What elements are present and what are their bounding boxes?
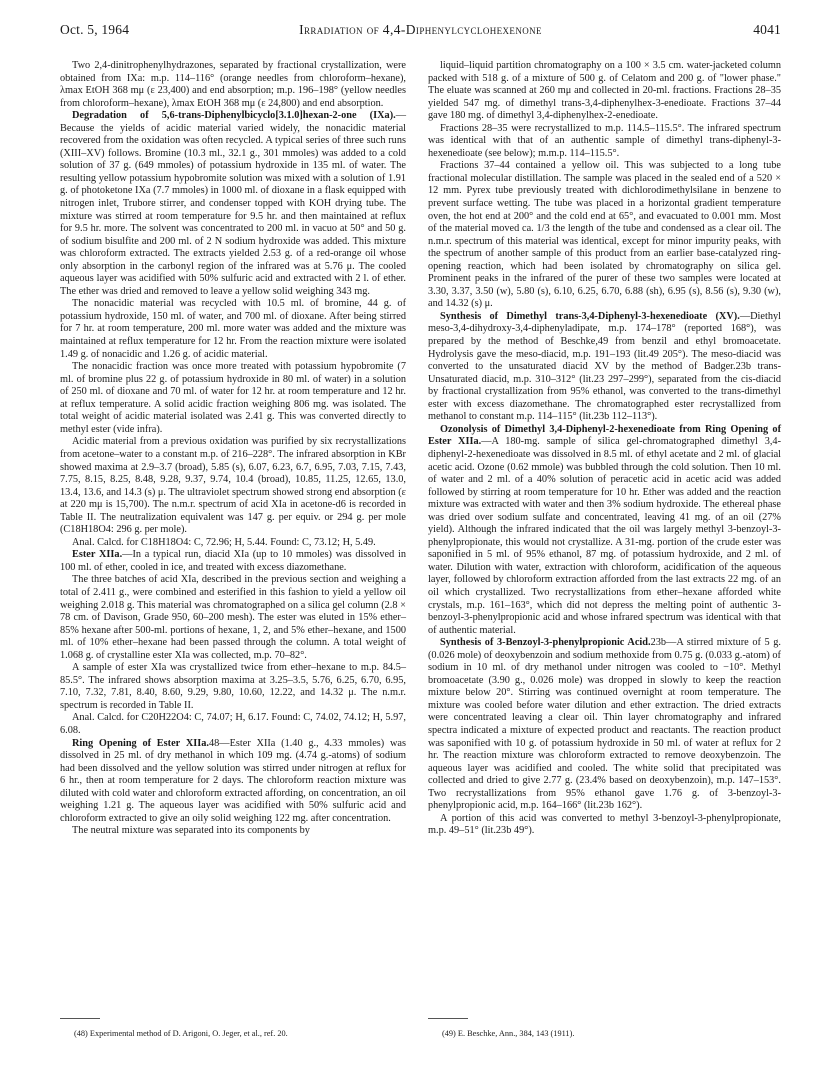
section-heading: Synthesis of Dimethyl trans-3,4-Diphenyl-3-hexenedioate (XV). bbox=[440, 310, 740, 322]
paragraph: Two 2,4-dinitrophenylhydrazones, separated by fractional crystallization, were obtained from IXa: m.p. 114–116° (orange needles from chloroform–hexane), λmax EtOH 368 mμ (ε 23,400) and end absorption; m.p. 196–198° (yellow needles from chloroform–hexane), λmax EtOH 368 mμ (ε 24,800) and end absorption. bbox=[60, 60, 406, 109]
paragraph: The nonacidic fraction was once more treated with potassium hypobromite (7 ml. of bromine plus 22 g. of potassium hydroxide in 80 ml. of water) in a solution of 250 ml. of dioxane and 70 ml. of water for 12 hr. at room temperature and 12 hr. at reflux temperature. A solid acidic fraction weighing 806 mg. was isolated. The total weight of acidic material isolated was 2.41 g. This was converted directly to methyl ester (vide infra). bbox=[60, 361, 406, 435]
header-title: Irradiation of 4,4-Diphenylcyclohexenone bbox=[299, 22, 542, 37]
section-heading: Degradation of 5,6-trans-Diphenylbicyclo[3.1.0]hexan-2-one (IXa). bbox=[72, 110, 396, 122]
right-column bbox=[428, 60, 781, 838]
left-column bbox=[60, 60, 406, 838]
paragraph bbox=[60, 549, 406, 574]
section-heading: Ozonolysis of Dimethyl 3,4-Diphenyl-2-hexenedioate from Ring Opening of Ester XIIa. bbox=[428, 423, 781, 448]
paragraph bbox=[428, 637, 781, 813]
paragraph-text: —Because the yields of acidic material varied widely, the nonacidic material recovered from the oxidation was often recycled. A typical series of three such runs (XIII–XV) follows. Bromine (10.3 ml., 32.1 g., 301 mmoles) was added to a cold solution of 37 g. (649 mmoles) of potassium hydroxide in 135 ml. of water. The resulting yellow potassium hypobromite solution was mixed with a solution of 1.91 g. of photoketone IXa (7.7 mmoles) in 1000 ml. of dioxane in a flask equipped with nitrogen inlet, Trubore stirrer, and condenser topped with KOH drying tube. The mixture was stirred at room temperature for 9.5 hr. and then maintained at reflux for 9.5 hr. more. The solvent was concentrated to 200 ml. in vacuo at 50° and 50 g. of sodium bisulfite and 200 ml. of 2 N sodium hydroxide was added. This mixture was chloroform extracted. The extracts yielded 2.53 g. of a red-orange oil whose only absorption in the carbonyl region of the infrared was at 5.76 μ. The cooled aqueous layer was acidified with 50% sulfuric acid and extracted with 2 l. of ether. The ether was dried and removed to leave a yellow solid weighing 343 mg. bbox=[60, 110, 406, 297]
paragraph: Fractions 37–44 contained a yellow oil. This was subjected to a long tube fractional molecular distillation. The sample was placed in the sealed end of a 520 × 12 mm. Pyrex tube previously treated with dichlorodimethylsilane in benzene to prevent surface wetting. The tube was placed in a horizontal gradient temperature oven, the hot end at 200° and the cold end at 65°, and evacuated to 0.001 mm. Most of the material moved ca. 1/3 the length of the tube and condensed as a clear oil. The n.m.r. spectrum of this material was identical, except for minor impurity peaks, with the spectrum of another sample of this product from an earlier base-catalyzed ring-opening reaction, which had been isolated by chromatography on silica gel. Prominent peaks in the infrared of the purer of these two samples were located at 3.30, 3.37, 3.50 (w), 5.80 (s), 6.10, 6.25, 6.70, 6.88 (sh), 6.95 (s), 8.56 (s), 9.30 (w), and 14.32 (s) μ. bbox=[428, 160, 781, 310]
footnote-48: (48) Experimental method of D. Arigoni, O. Jeger, et al., ref. 20. bbox=[74, 1029, 288, 1038]
paragraph bbox=[428, 424, 781, 637]
paragraph: The nonacidic material was recycled with 10.5 ml. of bromine, 44 g. of potassium hydroxide, 150 ml. of water, and 700 ml. of dioxane. After being stirred for 7 hr. at room temperature, 200 ml. more water was added and the mixture was maintained at reflux temperature for 12 hr. From the reaction mixture were isolated 1.49 g. of nonacidic and 1.26 g. of acidic material. bbox=[60, 298, 406, 360]
running-header bbox=[60, 22, 781, 42]
paragraph: The three batches of acid XIa, described in the previous section and weighing a total of 2.411 g., were combined and esterified in this fashion to yield a yellow oil weighing 2.018 g. This material was chromatographed on a silica gel column (2.8 × 78 cm. of Davison, Grade 950, 60–200 mesh). The ester was eluted in 15% ether–85% hexane after 500-ml. portions of hexane, 1, 2, and 5% ether–hexane, and 1500 ml. of 10% ether–hexane had been passed through the column. A total weight of 1.068 g. of crystalline ester XIa was collected, m.p. 70–82°. bbox=[60, 574, 406, 661]
paragraph bbox=[60, 738, 406, 826]
footnote-divider-right bbox=[428, 1018, 468, 1019]
paragraph bbox=[428, 311, 781, 424]
section-heading: Synthesis of 3-Benzoyl-3-phenylpropionic Acid. bbox=[440, 637, 651, 649]
paragraph: Anal. Calcd. for C18H18O4: C, 72.96; H, 5.44. Found: C, 73.12; H, 5.49. bbox=[72, 536, 376, 548]
paragraph: A portion of this acid was converted to methyl 3-benzoyl-3-phenylpropionate, m.p. 49–51° (lit.23b 49°). bbox=[428, 812, 781, 837]
footnote-divider-left bbox=[60, 1018, 100, 1019]
paragraph-text: —Diethyl meso-3,4-dihydroxy-3,4-diphenyladipate, m.p. 174–178° (reported 168°), was prepared by the method of Beschke,49 from benzil and ethyl bromoacetate. Hydrolysis gave the meso-diacid, m.p. 191–193 (lit.49 205°). The meso-diacid was converted to the unsaturated diacid XV by the method of Badger.23b trans-Unsaturated diacid, m.p. 310–312° (lit.23 297–299°), separated from the cis-diacid by fractional crystallization from 95% ethanol, was converted to the trans-dimethyl ester with excess diazomethane. The chromatographed ester recrystallized from methanol to constant m.p. 114–115° (lit.23b 112–113°). bbox=[428, 310, 781, 423]
header-date: Oct. 5, 1964 bbox=[60, 22, 130, 37]
paragraph: Fractions 28–35 were recrystallized to m.p. 114.5–115.5°. The infrared spectrum was identical with that of an authentic sample of dimethyl trans-diphenyl-3-hexenedioate (see below); m.m.p. 114–115.5°. bbox=[428, 122, 781, 159]
paragraph: liquid–liquid partition chromatography on a 100 × 3.5 cm. water-jacketed column packed with 518 g. of a mixture of 500 g. of Celatom and 200 g. of "lower phase." The eluate was scanned at 260 mμ and collected in 20-ml. fractions. Fractions 28–35 yielded 547 mg. of dimethyl trans-3,4-diphenylhex-3-enedioate. Fractions 37–44 gave 180 mg. of dimethyl 3,4-diphenylhex-2-enedioate. bbox=[428, 60, 781, 122]
section-heading: Ester XIIa. bbox=[72, 549, 123, 561]
section-heading: Ring Opening of Ester XIIa. bbox=[72, 737, 209, 749]
paragraph-text: 23b—A stirred mixture of 5 g. (0.026 mole) of deoxybenzoin and sodium methoxide from 0.75 g. (0.033 g.-atom) of sodium in 10 ml. of dry methanol under nitrogen was cooled to −10°. Methyl bromoacetate (3.90 g., 0.026 mole) was dropped in slowly to keep the reaction mixture below 20°. Stirring was continued overnight at room temperature. The mixture was cooled before water dilution and ether extraction. The dried extracts were concentrated leaving a clear oil. Thin layer chromatography and infrared spectra indicated a mixture of expected product and reactants. The reaction product was saponified with 10 g. of potassium hydroxide in 50 ml. of water at reflux for 2 hr. The reaction mixture was chloroform extracted to remove deoxybenzoin. The aqueous layer was acidified and cooled. The white solid that precipitated was collected and dried to give 2.77 g. (23.4% based on deoxybenzoin), m.p. 147–153°. Two recrystallizations from 95% ethanol gave 1.76 g. of 3-benzoyl-3-phenylpropionic acid, m.p. 164–166° (lit.23b 162°). bbox=[428, 637, 782, 812]
page-number: 4041 bbox=[753, 22, 781, 37]
paragraph: Anal. Calcd. for C20H22O4: C, 74.07; H, 6.17. Found: C, 74.02, 74.12; H, 5.97, 6.08. bbox=[60, 712, 406, 736]
paragraph: The neutral mixture was separated into its components by bbox=[72, 825, 310, 837]
paragraph: A sample of ester XIa was crystallized twice from ether–hexane to m.p. 84.5–85.5°. The infrared shows absorption maxima at 3.25–3.5, 5.76, 6.25, 6.70, 6.95, 7.10, 7.32, 7.81, 8.40, 8.60, 9.29, 9.80, 10.60, 12.22, and 14.32 μ. The n.m.r. spectrum is recorded in Table II. bbox=[60, 662, 406, 711]
footnote-49: (49) E. Beschke, Ann., 384, 143 (1911). bbox=[442, 1029, 575, 1038]
paragraph-text: 48—Ester XIIa (1.40 g., 4.33 mmoles) was dissolved in 25 ml. of dry methanol in which 109 mg. (4.74 g.-atoms) of sodium had been dissolved and the yellow solution was stirred under nitrogen at reflux for 6 hr., then at room temperature for 2 days. The chloroform reaction mixture was diluted with cold water and chloroform extracted affording, on concentration, an oil weighing 1.21 g. The aqueous layer was acidified with 50% sulfuric acid and chloroform extracted to give an oily solid weighing 122 mg. after concentration. bbox=[60, 737, 406, 824]
paragraph-text: —In a typical run, diacid XIa (up to 10 mmoles) was dissolved in 100 ml. of ether, cooled in ice, and treated with excess diazomethane. bbox=[60, 549, 406, 573]
paragraph bbox=[60, 110, 406, 298]
paragraph-text: —A 180-mg. sample of silica gel-chromatographed dimethyl 3,4-diphenyl-2-hexenedioate was dissolved in 8.5 ml. of ethyl acetate and 2 ml. of glacial acetic acid. Ozone (0.62 mmole) was bubbled through the cold solution. Then 10 ml. of water and 2 ml. of a 40% solution of peracetic acid in acetic acid was added followed by stirring at room temperature for 10 hr. Ether was added and the reaction mixture was extracted with water and then 3% sodium hydroxide. The ethereal phase was dried over sodium sulfate and concentrated, leaving 41 mg. of an oil (27% yield). Although the infrared indicated that the oil was largely methyl 3-benzoyl-3-phenylpropionate, this would not crystallize. A 31-mg. portion of the crude ester was saponified in 5 ml. of 95% ethanol, 87 mg. of potassium hydroxide, and 2 ml. of water. Dilution with water, extraction with chloroform, acidification of the aqueous layer, followed by chloroform extraction afforded from the last extracts 22 mg. of an oil which crystallized. Two recrystallizations from ether–hexane afforded white crystals, m.p. 161–163°, which did not depress the melting point of authentic 3-benzoyl-3-phenylpropionic acid and whose infrared spectrum was identical with that of authentic material. bbox=[428, 436, 781, 636]
paragraph: Acidic material from a previous oxidation was purified by six recrystallizations from acetone–water to a constant m.p. of 216–228°. The infrared absorption in KBr showed maxima at 2.9–3.7 (broad), 5.85 (s), 6.07, 6.23, 6.7, 6.95, 7.03, 7.15, 7.43, 7.75, 8.15, 8.25, 8.48, 9.28, 9.37, 9.74, 10.4 (broad), 10.85, 11.25, 12.65, 13.0, 13.4, 13.6, and 14.3 (s) μ. The ultraviolet spectrum showed strong end absorption (ε at 220 mμ is 15,700). The n.m.r. spectrum of acid XIa in acetone-d6 is recorded in Table II. The neutralization equivalent was 147 g. per equiv. or 294 g. per mole (C18H18O4: 296 g. per mole). bbox=[60, 436, 406, 536]
